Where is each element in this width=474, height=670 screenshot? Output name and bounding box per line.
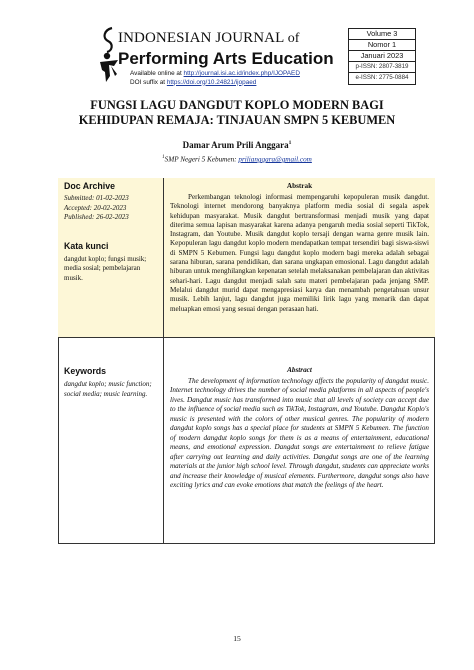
abstrak-box	[164, 178, 435, 338]
doi-prefix: DOI suffix at	[130, 78, 166, 86]
submitted-date: Submitted: 01-02-2023	[64, 194, 129, 202]
p-issn: p-ISSN: 2807-3819	[349, 62, 415, 73]
abstract-body: The development of information technology affects the popularity of dangdut music. Internet technology drives the number of social media platforms in all aspects of people's lives. Dangdut music has transformed into music that all levels of society can accept due to the influence of social media such as TikTok, Instagram, and Youtube. Dangdut Koplo's music is presented with the colors of other musical genres. The popularity of modern dangdut koplo songs has a special place for students at SMPN 5 Kebumen. The function of modern dangdut koplo songs for them is as a means of entertainment, educational means, and emotional expression. Dangdut songs are entertainment to relieve fatigue after carrying out learning and daily activities. Dangdut songs are one of the learning materials at the junior high school level. Through dangdut, students can appreciate works and increase their knowledge of musical elements. Furthermore, dangdut songs also have exciting lyrics and can evoke emotions that match the feelings of the heart.	[170, 377, 429, 489]
doc-archive-heading: Doc Archive	[64, 181, 116, 191]
published-date: Published: 26-02-2023	[64, 213, 129, 221]
kata-kunci-heading: Kata kunci	[64, 240, 109, 251]
author-superscript: 1	[288, 140, 292, 146]
journal-name-line2: Performing Arts Education	[118, 49, 334, 68]
doc-archive-box	[58, 178, 164, 338]
volume-info-box	[348, 28, 416, 85]
journal-title	[118, 30, 348, 69]
author-name: Damar Arum Prili Anggara	[182, 140, 289, 150]
author-email-link[interactable]: priliangqara@gmail.com	[238, 155, 312, 164]
abstract-box	[164, 338, 435, 544]
journal-name-line1: INDONESIAN JOURNAL	[118, 30, 284, 46]
journal-name-of: of	[287, 31, 300, 46]
abstract-heading: Abstract	[287, 366, 312, 374]
keywords-heading: Keywords	[64, 366, 107, 376]
journal-url-link[interactable]: http://journal.isi.ac.id/index.php/IJOPAED	[183, 70, 300, 77]
page-number: 15	[233, 634, 241, 643]
keywords-list: dangdut koplo; music function; social media; music learning.	[64, 380, 152, 398]
affiliation-line	[40, 155, 434, 163]
paper-title-line2: KEHIDUPAN REMAJA: TINJAUAN SMPN 5 KEBUMEN	[78, 113, 396, 127]
accepted-date: Accepted: 20-02-2023	[64, 203, 127, 212]
available-prefix: Available online at	[130, 70, 182, 77]
author-line	[40, 140, 434, 150]
e-issn: e-ISSN: 2775-0884	[355, 74, 409, 81]
keywords-box	[58, 338, 164, 544]
affiliation-superscript: 1	[162, 155, 165, 160]
abstrak-heading: Abstrak	[286, 182, 313, 190]
number-label: Nomor 1	[349, 40, 415, 51]
kata-kunci-list: dangdut koplo; fungsi musik; media sosial; pembelajaran musik.	[64, 254, 147, 282]
journal-logo-icon	[98, 26, 120, 84]
doc-dates	[64, 194, 157, 223]
availability-info	[130, 70, 345, 87]
doi-url-link[interactable]: https://doi.org/10.24821/ijopaed	[166, 78, 257, 86]
issue-date: Januari 2023	[349, 51, 415, 62]
affiliation-name: SMP Negeri 5 Kebumen:	[164, 155, 237, 164]
paper-title	[40, 98, 434, 128]
volume-label: Volume 3	[349, 29, 415, 40]
paper-title-line1: FUNGSI LAGU DANGDUT KOPLO MODERN BAGI	[90, 98, 384, 112]
abstrak-body: Perkembangan teknologi informasi mempengaruhi kepopuleran musik dangdut. Teknologi internet mendorong banyaknya platform media sosial di segala aspek kehidupan masyarakat. Musik dangdut bertransformasi menjadi musik yang dapat diterima semua lapisan masyarakat karena adanya pengaruh media sosial seperti TikTok, Instagram, dan Youtube. Musik dangdut koplo tersaji dengan warna genre musik lain. Kepopuleran lagu dangdut koplo modern mendapatkan tempat tersendiri bagi siswa-siswi di SMPN 5 Kebumen. Fungsi lagu dangdut koplo modern bagi mereka adalah sebagai sarana hiburan, sarana pendidikan, dan sarana ungkapan emosional. Lagu dangdut adalah hiburan untuk menghilangkan kepenatan setelah melaksanakan pembelajaran dan aktivitas sehari-hari. Lagu dangdut menjadi salah satu materi pembelajaran pada jenjang SMP. Melalui dangdut murid dapat mengapresiasi karya dan menambah pengetahuan unsur musik. Lebih lanjut, lagu dangdut juga memiliki lirik lagu yang menarik dan dapat meluapkan emosi yang sesuai dengan perasaan hati.	[170, 193, 429, 313]
